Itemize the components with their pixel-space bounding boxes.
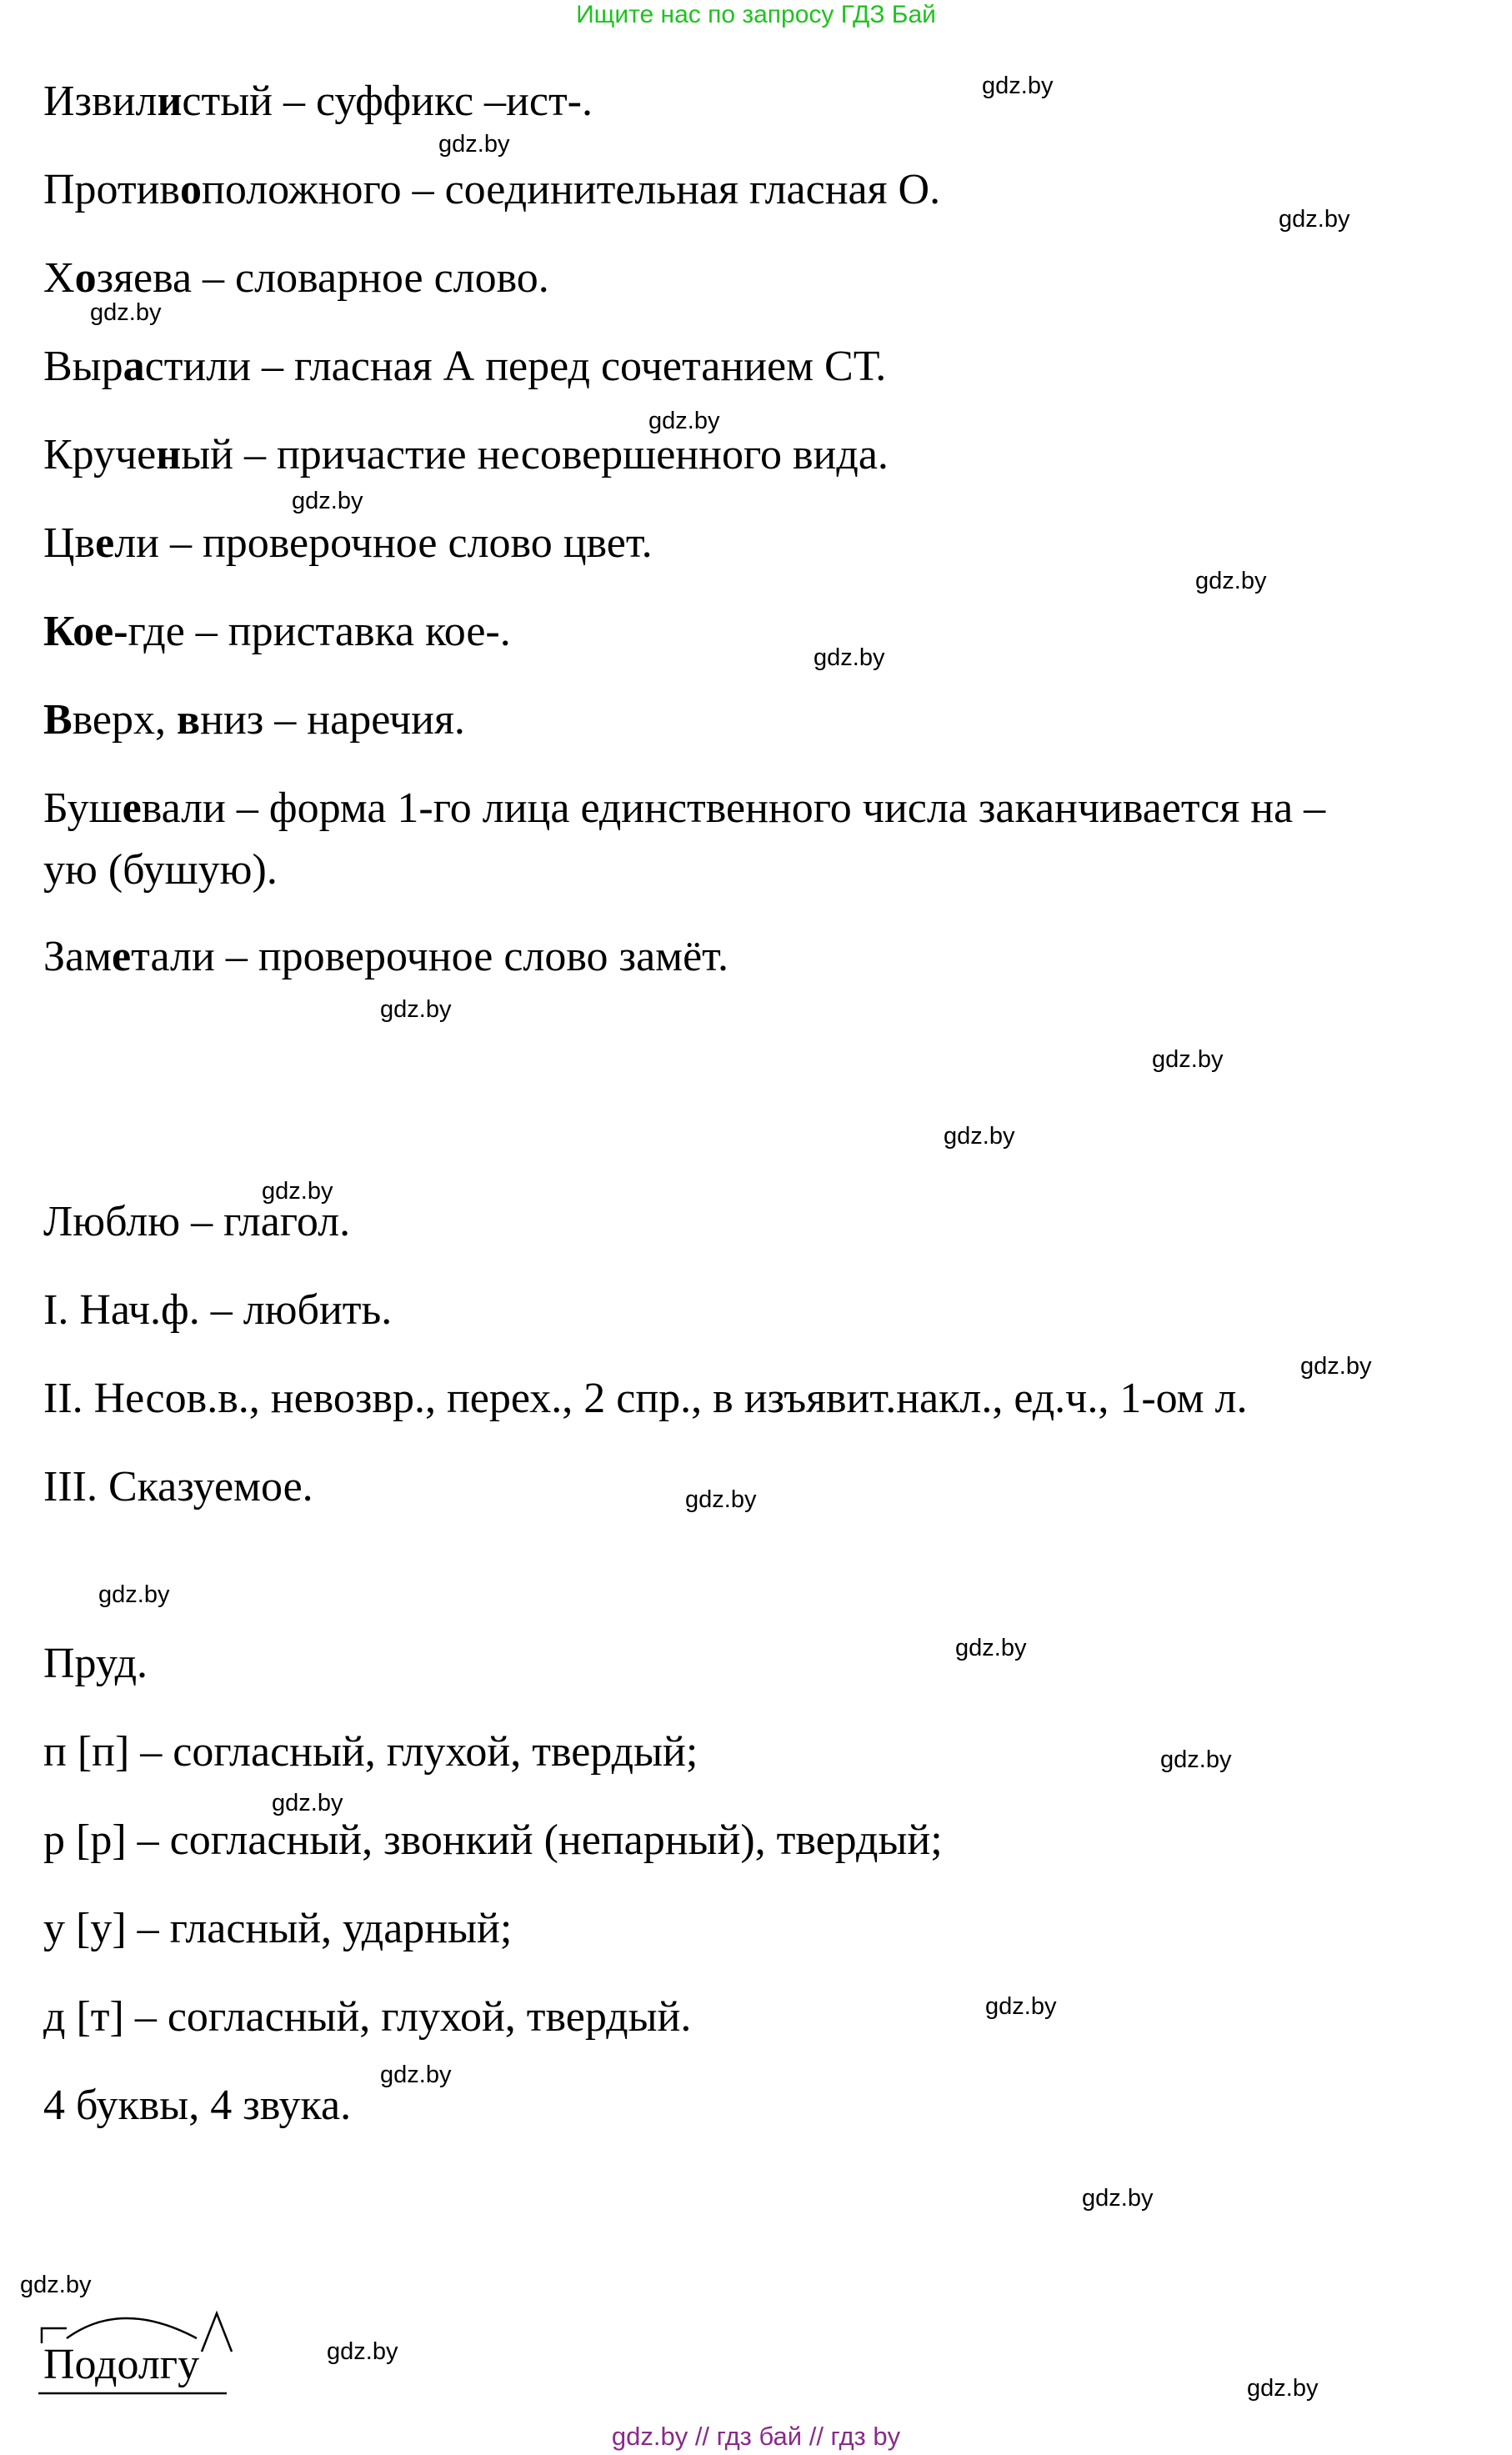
morph-line: II. Несов.в., невозвр., перех., 2 спр., в изъявит.накл., ед.ч., 1-ом л. bbox=[43, 1375, 1248, 1422]
watermark: gdz.by bbox=[648, 408, 720, 434]
line-text: стили – гласная А перед сочетанием СТ. bbox=[144, 343, 887, 390]
line-text: Х bbox=[43, 254, 75, 302]
header-banner: Ищите нас по запросу ГДЗ Бай bbox=[576, 1, 936, 28]
watermark: gdz.by bbox=[814, 644, 885, 671]
spelling-line bbox=[43, 77, 593, 127]
line-text: тали – проверочное слово замёт. bbox=[131, 933, 728, 980]
spelling-line bbox=[43, 845, 278, 895]
line-text: ый – причастие несовершенного вида. bbox=[181, 431, 889, 478]
phonetic-line: Пруд. bbox=[43, 1640, 148, 1687]
spelling-line bbox=[43, 932, 728, 982]
line-text: верх, bbox=[72, 696, 178, 744]
spelling-line bbox=[43, 342, 886, 392]
watermark: gdz.by bbox=[685, 1486, 757, 1513]
line-text: вали – форма 1-го лица единственного числа заканчивается на – bbox=[141, 784, 1326, 832]
watermark: gdz.by bbox=[327, 2338, 398, 2365]
line-text: низ – наречия. bbox=[200, 696, 465, 744]
line-text: Извил bbox=[43, 78, 158, 125]
watermark: gdz.by bbox=[1247, 2375, 1319, 2402]
phonetic-line: 4 буквы, 4 звука. bbox=[43, 2082, 352, 2129]
line-text: ли – проверочное слово цвет. bbox=[114, 519, 653, 567]
line-text: стый – суффикс –ист-. bbox=[182, 78, 593, 125]
watermark: gdz.by bbox=[380, 996, 452, 1023]
highlighted-letter: е bbox=[95, 519, 115, 567]
watermark: gdz.by bbox=[438, 131, 510, 158]
phonetic-line: д [т] – согласный, глухой, твердый. bbox=[43, 1993, 692, 2041]
highlighted-letter: а bbox=[123, 343, 145, 390]
line-text: Зам bbox=[43, 933, 113, 980]
phonetic-line: у [у] – гласный, ударный; bbox=[43, 1905, 513, 1952]
spelling-line bbox=[43, 519, 653, 569]
spelling-line bbox=[43, 695, 465, 745]
highlighted-letter: и bbox=[157, 78, 183, 125]
morph-line: III. Сказуемое. bbox=[43, 1463, 313, 1511]
watermark: gdz.by bbox=[380, 2062, 452, 2088]
morph-line: I. Нач.ф. – любить. bbox=[43, 1286, 393, 1334]
line-text: Буш bbox=[43, 784, 123, 832]
spelling-line bbox=[43, 430, 889, 480]
watermark: gdz.by bbox=[985, 1993, 1057, 2020]
watermark: gdz.by bbox=[955, 1635, 1027, 1661]
highlighted-letter: н bbox=[156, 431, 182, 478]
watermark: gdz.by bbox=[272, 1790, 343, 1816]
watermark: gdz.by bbox=[1160, 1746, 1232, 1773]
watermark: gdz.by bbox=[262, 1178, 333, 1205]
watermark: gdz.by bbox=[98, 1581, 170, 1608]
parsed-word: Подолгу bbox=[43, 2341, 200, 2388]
highlighted-letter: о bbox=[74, 254, 97, 302]
watermark: gdz.by bbox=[944, 1123, 1015, 1150]
spelling-line bbox=[43, 784, 1325, 834]
line-text: Против bbox=[43, 166, 180, 213]
phonetic-line: п [п] – согласный, глухой, твердый; bbox=[43, 1728, 698, 1776]
highlighted-letter: о bbox=[179, 166, 202, 213]
root-arc bbox=[67, 2318, 197, 2338]
highlighted-letter: в bbox=[177, 696, 201, 744]
line-text: Круче bbox=[43, 431, 157, 478]
watermark: gdz.by bbox=[982, 73, 1054, 99]
footer-links: gdz.by // гдз бай // гдз by bbox=[611, 2422, 901, 2451]
spelling-line bbox=[43, 165, 940, 215]
phonetic-line: р [р] – согласный, звонкий (непарный), твердый; bbox=[43, 1816, 943, 1864]
line-text: зяева – словарное слово. bbox=[96, 254, 549, 302]
highlighted-letter: е bbox=[122, 784, 142, 832]
spelling-line bbox=[43, 607, 511, 657]
watermark: gdz.by bbox=[1082, 2185, 1154, 2212]
line-text: где – приставка кое-. bbox=[128, 608, 511, 655]
suffix-mark bbox=[202, 2313, 232, 2352]
spelling-line bbox=[43, 253, 549, 303]
watermark: gdz.by bbox=[292, 488, 363, 514]
line-text: ую (бушую). bbox=[43, 846, 278, 894]
morph-line: Люблю – глагол. bbox=[43, 1198, 351, 1245]
watermark: gdz.by bbox=[1152, 1046, 1224, 1073]
watermark: gdz.by bbox=[1300, 1353, 1372, 1380]
highlighted-letter: В bbox=[43, 696, 73, 744]
watermark: gdz.by bbox=[1195, 568, 1267, 594]
watermark: gdz.by bbox=[20, 2272, 92, 2298]
line-text: положного – соединительная гласная О. bbox=[201, 166, 941, 213]
watermark: gdz.by bbox=[90, 299, 162, 326]
watermark: gdz.by bbox=[1279, 206, 1350, 233]
highlighted-letter: е bbox=[112, 933, 132, 980]
highlighted-letter: Кое- bbox=[43, 608, 128, 655]
line-text: Цв bbox=[43, 519, 96, 567]
line-text: Выр bbox=[43, 343, 123, 390]
word-composition bbox=[38, 2297, 238, 2397]
